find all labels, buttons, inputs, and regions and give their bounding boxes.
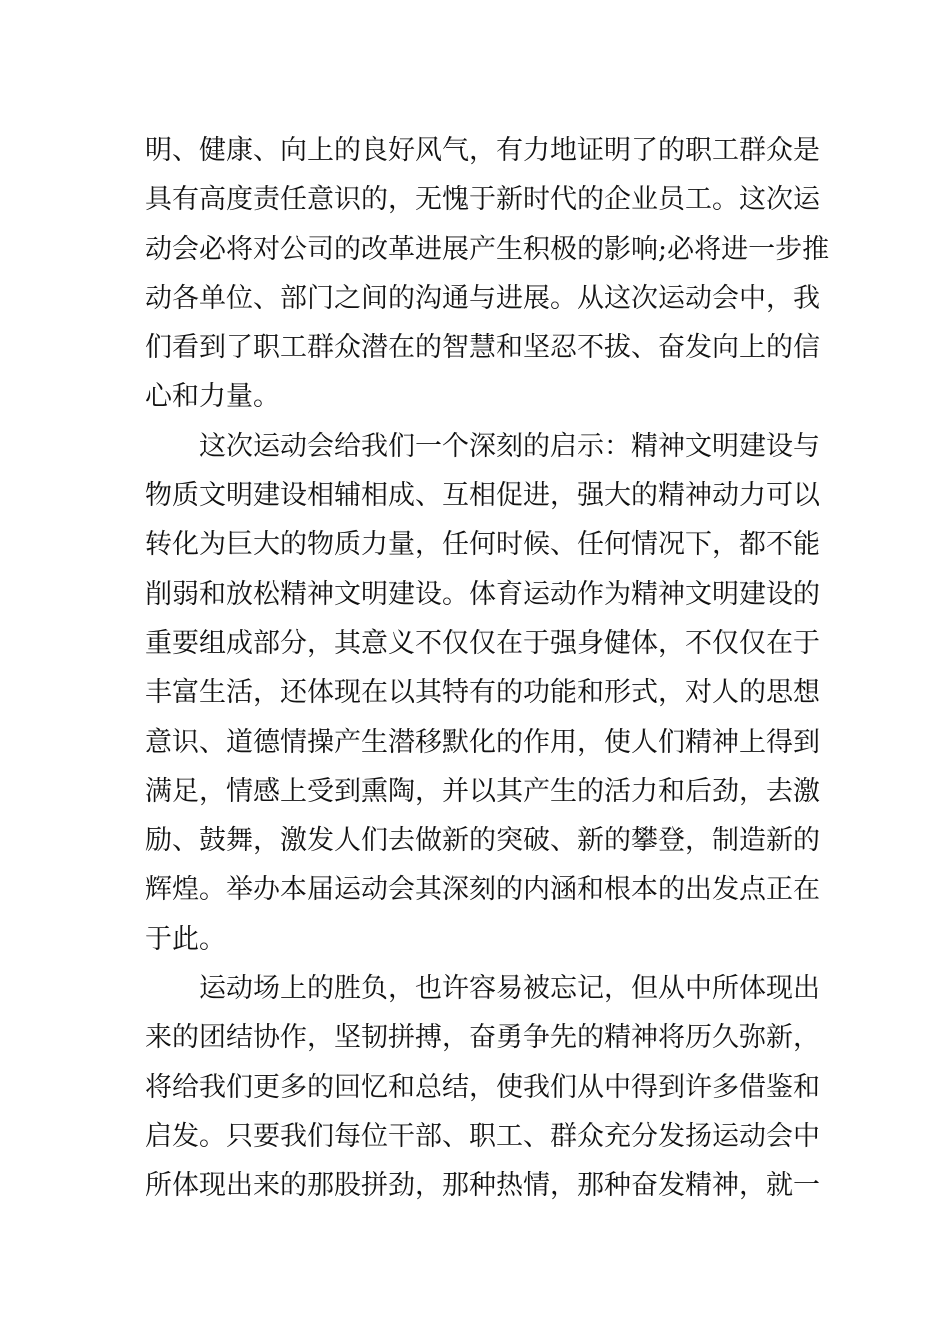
- paragraph-1: [145, 126, 830, 422]
- text-line: 动会必将对公司的改革进展产生积极的影响;必将进一步推: [145, 233, 830, 265]
- text-line: 削弱和放松精神文明建设。体育运动作为精神文明建设的: [145, 578, 820, 610]
- text-line: 具有高度责任意识的，无愧于新时代的企业员工。这次运: [145, 184, 820, 216]
- text-line: 们看到了职工群众潜在的智慧和坚忍不拔、奋发向上的信: [145, 332, 820, 364]
- text-line: 心和力量。: [145, 381, 280, 413]
- text-line: 明、健康、向上的良好风气，有力地证明了的职工群众是: [145, 135, 820, 166]
- text-line: 重要组成部分，其意义不仅仅在于强身健体，不仅仅在于: [145, 627, 820, 659]
- text-line: 丰富生活，还体现在以其特有的功能和形式，对人的思想: [145, 677, 820, 709]
- text-line: 满足，情感上受到熏陶，并以其产生的活力和后劲，去激: [145, 775, 820, 807]
- text-line: 励、鼓舞，激发人们去做新的突破、新的攀登，制造新的: [145, 825, 820, 857]
- paragraph-3: [145, 964, 820, 1210]
- text-line: 辉煌。举办本届运动会其深刻的内涵和根本的出发点正在: [145, 874, 820, 906]
- text-line: 来的团结协作，坚韧拼搏，奋勇争先的精神将历久弥新，: [145, 1022, 820, 1054]
- paragraph-2: [145, 422, 820, 964]
- text-line: 于此。: [145, 923, 226, 955]
- text-line: 动各单位、部门之间的沟通与进展。从这次运动会中，我: [145, 282, 820, 314]
- text-line: 启发。只要我们每位干部、职工、群众充分发扬运动会中: [145, 1120, 820, 1152]
- text-line: 意识、道德情操产生潜移默化的作用，使人们精神上得到: [145, 726, 820, 758]
- text-line: 物质文明建设相辅相成、互相促进，强大的精神动力可以: [145, 480, 820, 512]
- text-line: 转化为巨大的物质力量，任何时候、任何情况下，都不能: [145, 529, 820, 561]
- text-line: 所体现出来的那股拼劲，那种热情，那种奋发精神，就一: [145, 1170, 820, 1202]
- text-line: 运动场上的胜负，也许容易被忘记，但从中所体现出: [199, 973, 820, 1005]
- body-text: [145, 126, 830, 1211]
- text-line: 将给我们更多的回忆和总结，使我们从中得到许多借鉴和: [145, 1071, 820, 1103]
- text-line: 这次运动会给我们一个深刻的启示：精神文明建设与: [199, 430, 820, 462]
